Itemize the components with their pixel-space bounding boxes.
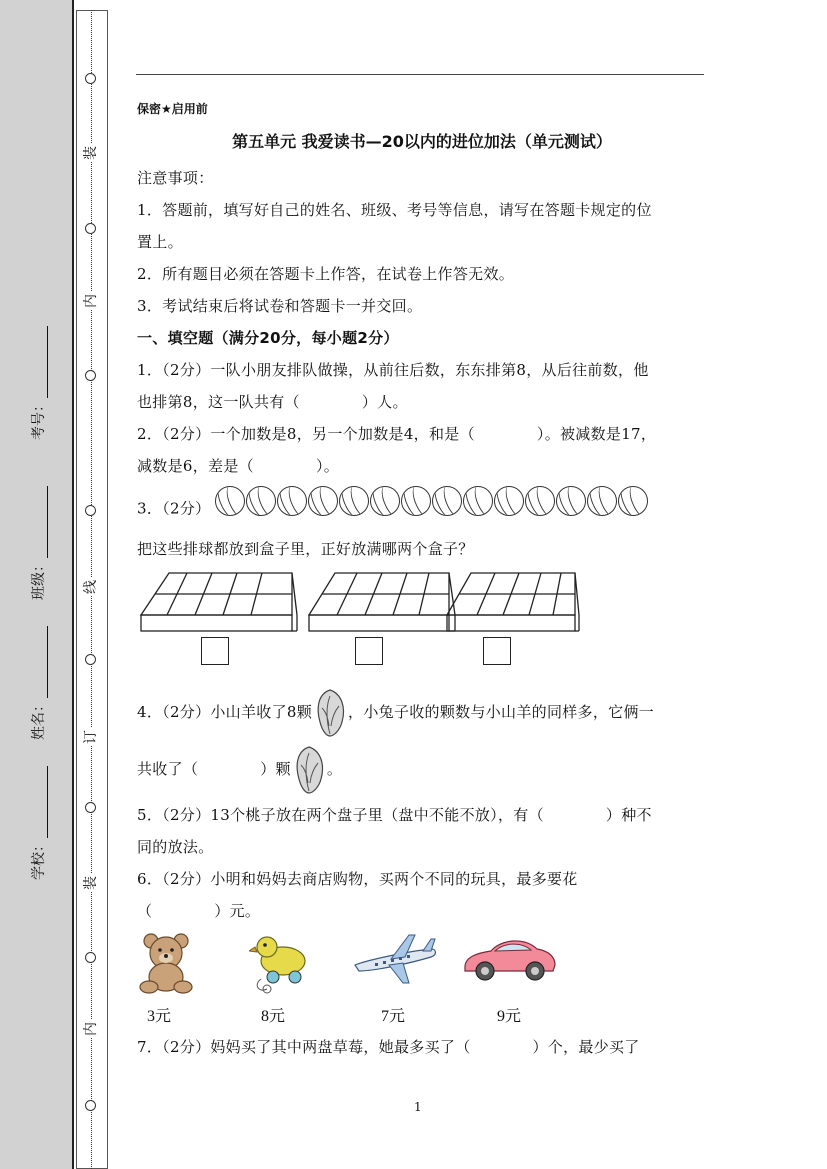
toy-duck-icon (249, 931, 311, 995)
header-rule (136, 74, 704, 75)
exam-content (137, 100, 707, 1063)
volleyball-icon (339, 486, 369, 516)
name-field: 姓名： (28, 626, 48, 740)
volleyball-icon (308, 486, 338, 516)
question-3-line-1: 3．（2分） (137, 486, 707, 533)
volleyball-icon (401, 486, 431, 516)
notes-heading: 注意事项： (137, 169, 214, 187)
question-2-line-1: 2．（2分）一个加数是8，另一个加数是4，和是（ ）。被减数是17， (137, 425, 657, 443)
answer-box[interactable] (355, 637, 383, 665)
binding-hole-icon (85, 952, 96, 963)
page-title: 第五单元 我爱读书—20以内的进位加法（单元测试） (232, 132, 612, 151)
page-number: 1 (414, 1100, 422, 1114)
toy-price: 7元 (381, 1008, 406, 1025)
volleyball-icon (463, 486, 493, 516)
teddy-bear-icon (137, 931, 197, 995)
note-item: 1．答题前，填写好自己的姓名、班级、考号等信息，请写在答题卡规定的位 (137, 201, 652, 219)
volleyball-icon (432, 486, 462, 516)
binding-char: 装 (83, 146, 99, 160)
volleyball-row (215, 486, 649, 533)
question-6-line-1: 6．（2分）小明和妈妈去商店购物，买两个不同的玩具，最多要花 (137, 870, 578, 888)
toy-price: 8元 (261, 1008, 286, 1025)
volleyball-icon (556, 486, 586, 516)
binding-hole-icon (85, 505, 96, 516)
question-1-line-1: 1．（2分）一队小朋友排队做操，从前往后数，东东排第8，从后往前数，他 (137, 361, 649, 379)
note-item: 置上。 (137, 233, 183, 251)
binding-hole-icon (85, 802, 96, 813)
question-4-line-2: 共收了（ ）颗 。 (137, 739, 707, 799)
question-5-line-1: 5．（2分）13个桃子放在两个盘子里（盘中不能不放），有（ ）种不 (137, 806, 652, 824)
question-7-line-1: 7．（2分）妈妈买了其中两盘草莓，她最多买了（ ）个，最少买了 (137, 1038, 640, 1056)
answer-box[interactable] (483, 637, 511, 665)
binding-hole-icon (85, 73, 96, 84)
exam-number-field: 考号： (28, 326, 48, 440)
section-heading: 一、填空题（满分20分，每小题2分） (137, 329, 399, 347)
binding-hole-icon (85, 370, 96, 381)
class-field: 班级： (28, 486, 48, 600)
volleyball-icon (494, 486, 524, 516)
question-4-line-1: 4．（2分）小山羊收了8颗 ，小兔子收的颗数与小山羊的同样多，它俩一 (137, 685, 707, 739)
binding-char: 内 (83, 1022, 99, 1036)
volleyball-icon (246, 486, 276, 516)
box-trays-icon (137, 571, 587, 641)
volleyball-icon (525, 486, 555, 516)
binding-strip (0, 0, 110, 1169)
toy-price: 3元 (147, 1008, 172, 1025)
binding-char: 装 (83, 876, 99, 890)
question-6-line-2: （ ）元。 (137, 902, 261, 920)
secret-label: 保密★启用前 (137, 102, 208, 116)
volleyball-icon (370, 486, 400, 516)
note-item: 2．所有题目必须在答题卡上作答，在试卷上作答无效。 (137, 265, 515, 283)
question-1-line-2: 也排第8，这一队共有（ ）人。 (137, 393, 408, 411)
binding-char: 线 (83, 580, 99, 594)
toy-price: 9元 (497, 1008, 522, 1025)
volleyball-icon (587, 486, 617, 516)
binding-char: 内 (83, 294, 99, 308)
cabbage-icon (312, 688, 348, 738)
binding-hole-icon (85, 654, 96, 665)
binding-hole-icon (85, 223, 96, 234)
question-2-line-2: 减数是6，差是（ ）。 (137, 457, 340, 475)
note-item: 3．考试结束后将试卷和答题卡一并交回。 (137, 297, 423, 315)
toy-figure (137, 931, 707, 1031)
binding-char: 订 (83, 730, 99, 744)
volleyball-icon (215, 486, 245, 516)
tray-figure (137, 571, 707, 681)
school-field: 学校： (28, 766, 48, 880)
cabbage-icon (291, 745, 327, 795)
toy-car-icon (461, 931, 557, 983)
volleyball-icon (277, 486, 307, 516)
airplane-icon (351, 931, 439, 987)
question-5-line-2: 同的放法。 (137, 838, 214, 856)
answer-box[interactable] (201, 637, 229, 665)
question-3-text: 把这些排球都放到盒子里，正好放满哪两个盒子？ (137, 540, 474, 558)
binding-hole-icon (85, 1100, 96, 1111)
volleyball-icon (618, 486, 648, 516)
